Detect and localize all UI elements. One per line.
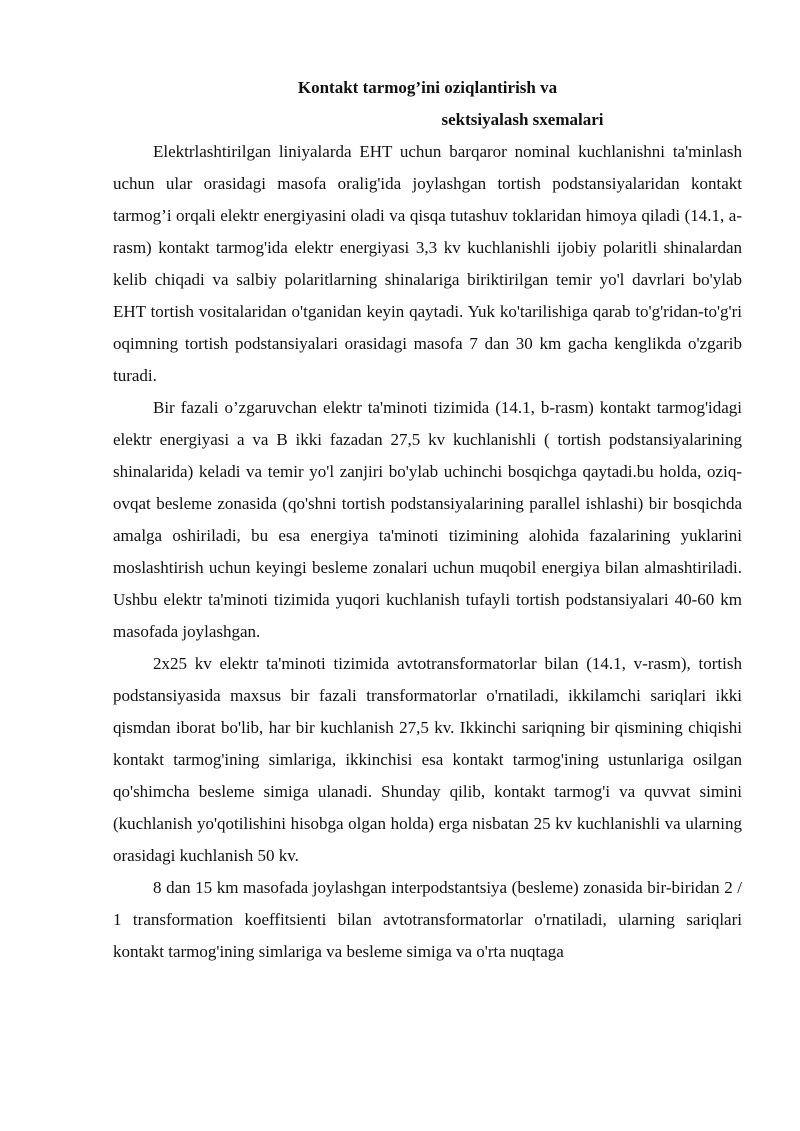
document-title [113,72,742,136]
paragraph-2: Bir fazali o’zgaruvchan elektr ta'minoti tizimida (14.1, b-rasm) kontakt tarmog'idagi elektr energiyasi a va B ikki fazadan 27,5 kv kuchlanishli ( tortish podstansiyalarining shinalarida) keladi va temir yo'l zanjiri bo'ylab uchinchi bosqichga qaytadi.bu holda, oziq-ovqat besleme zonasida (qo'shni tortish podstansiyalarining parallel ishlashi) bir bosqichda amalga oshiriladi, bu esa energiya ta'minoti tizimining alohida fazalarining yuklarini moslashtirish uchun keyingi besleme zonalari uchun muqobil energiya bilan almashtiriladi. Ushbu elektr ta'minoti tizimida yuqori kuchlanish tufayli tortish podstansiyalari 40-60 km masofada joylashgan. [113,398,742,641]
paragraph-4: 8 dan 15 km masofada joylashgan interpodstantsiya (besleme) zonasida bir-biridan 2 / 1 transformation koeffitsienti bilan avtotransformatorlar o'rnatiladi, ularning sariqlari kontakt tarmog'ining simlariga va besleme simiga va o'rta nuqtaga [113,878,742,961]
paragraph-1: Elektrlashtirilgan liniyalarda EHT uchun barqaror nominal kuchlanishni ta'minlash uchun ular orasidagi masofa oralig'ida joylashgan tortish podstansiyalaridan kontakt tarmog’i orqali elektr energiyasini oladi va qisqa tutashuv toklaridan himoya qiladi (14.1, a-rasm) kontakt tarmog'ida elektr energiyasi 3,3 kv kuchlanishli ijobiy polaritli shinalardan kelib chiqadi va salbiy polaritlarning shinalariga biriktirilgan temir yo'l davrlari bo'ylab EHT tortish vositalaridan o'tganidan keyin qaytadi. Yuk ko'tarilishiga qarab to'g'ridan-to'g'ri oqimning tortish podstansiyalari orasidagi masofa 7 dan 30 km gacha kenglikda o'zgarib turadi. [113,142,742,385]
title-line-1: Kontakt tarmog’ini oziqlantirish va [297,78,558,97]
paragraph-3: 2x25 kv elektr ta'minoti tizimida avtotransformatorlar bilan (14.1, v-rasm), tortish podstansiyasida maxsus bir fazali transformatorlar o'rnatiladi, ikkilamchi sariqlari ikki qismdan iborat bo'lib, har bir kuchlanish 27,5 kv. Ikkinchi sariqning bir qismining chiqishi kontakt tarmog'ining simlariga, ikkinchisi esa kontakt tarmog'ining ustunlariga osilgan qo'shimcha besleme simiga ulanadi. Shunday qilib, kontakt tarmog'i va quvvat simini (kuchlanish yo'qotilishini hisobga olgan holda) erga nisbatan 25 kv kuchlanishli va ularning orasidagi kuchlanish 50 kv. [113,654,742,865]
title-line-2: sektsiyalash sxemalari [441,110,604,129]
document-page [113,72,742,968]
